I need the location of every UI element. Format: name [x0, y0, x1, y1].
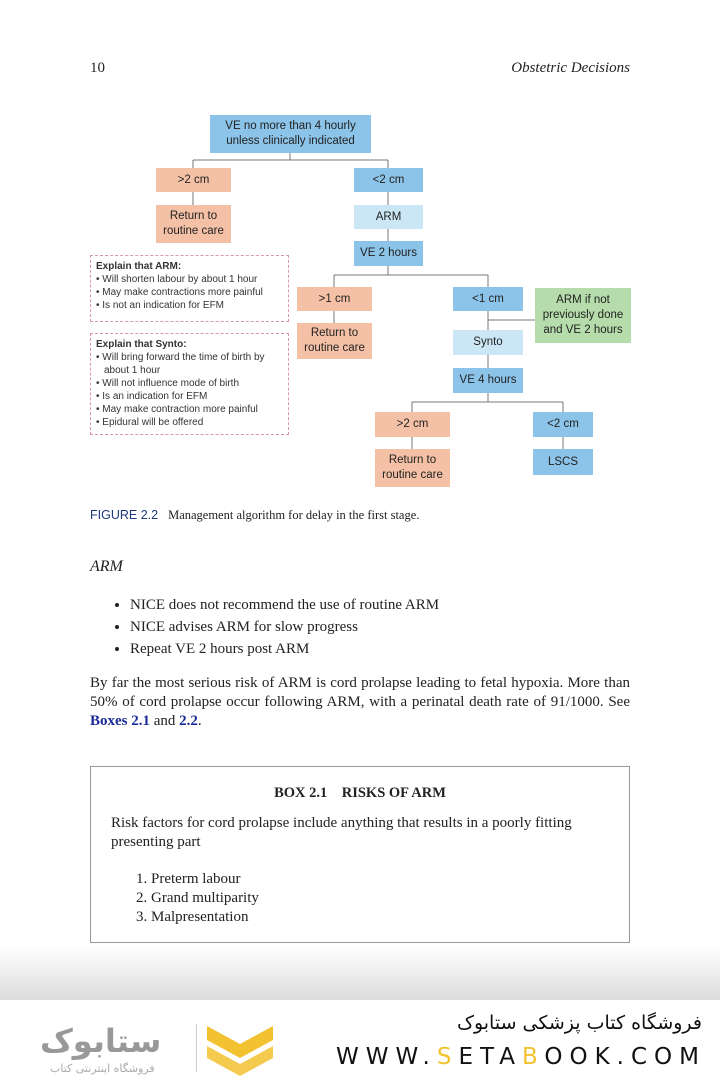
- note-item: • Is not an indication for EFM: [96, 300, 225, 311]
- para-text: By far the most serious risk of ARM is cord prolapse leading to fetal hypoxia. More than 50% of cord prolapse occur following ARM, with a perinatal death rate of 91/1000. See: [90, 675, 630, 710]
- para-text: and: [150, 713, 180, 729]
- footer-banner: [0, 1000, 720, 1080]
- node-gt2cm: >2 cm: [375, 412, 450, 437]
- logo-subtitle: فروشگاه اینترنتی کتاب: [50, 1062, 155, 1075]
- note-title: Explain that Synto:: [96, 339, 187, 350]
- note-item: • Will shorten labour by about 1 hour: [96, 274, 258, 285]
- chevron-logo-icon: [205, 1024, 275, 1076]
- list-item: 3. Malpresentation: [151, 908, 629, 927]
- note-title: Explain that ARM:: [96, 261, 182, 272]
- node-ve-4-hours: VE 4 hours: [453, 368, 523, 393]
- section-heading: ARM: [90, 558, 123, 575]
- store-title: فروشگاه کتاب پزشکی ستابوک: [456, 1012, 702, 1034]
- node-arm: ARM: [354, 205, 423, 229]
- node-lt1cm: <1 cm: [453, 287, 523, 311]
- node-lt2cm: <2 cm: [533, 412, 593, 437]
- node-return-routine-care: Return to routine care: [297, 323, 372, 359]
- node-lscs: LSCS: [533, 449, 593, 475]
- figure-caption: [90, 508, 419, 523]
- node-synto: Synto: [453, 330, 523, 355]
- node-ve-2-hours: VE 2 hours: [354, 241, 423, 266]
- box-2-1: [90, 766, 630, 943]
- node-return-routine-care: Return to routine care: [375, 449, 450, 487]
- list-item: 1. Preterm labour: [151, 870, 629, 889]
- note-item: • Epidural will be offered: [96, 417, 204, 428]
- node-lt2cm: <2 cm: [354, 168, 423, 192]
- note-explain-arm: [90, 255, 289, 322]
- list-item: • Repeat VE 2 hours post ARM: [130, 638, 439, 660]
- node-arm-if-not-done: ARM if not previously done and VE 2 hours: [535, 288, 631, 343]
- para-text: .: [197, 713, 202, 729]
- page-shadow: [0, 945, 720, 1000]
- note-item: • Will bring forward the time of birth by about 1 hour: [96, 352, 265, 376]
- note-item: • May make contractions more painful: [96, 287, 263, 298]
- box-description: Risk factors for cord prolapse include anything that results in a poorly fitting presenting part: [111, 815, 572, 850]
- node-gt1cm: >1 cm: [297, 287, 372, 311]
- box-title: BOX 2.1 RISKS OF ARM: [274, 785, 446, 801]
- note-item: • Is an indication for EFM: [96, 391, 208, 402]
- link-box-2-2[interactable]: 2.2: [179, 713, 198, 729]
- list-item: 2. Grand multiparity: [151, 889, 629, 908]
- body-paragraph: [90, 674, 630, 731]
- list-item: • NICE advises ARM for slow progress: [130, 616, 439, 638]
- page-number: 10: [90, 60, 105, 76]
- divider: [196, 1024, 197, 1072]
- caption-text: Management algorithm for delay in the first stage.: [168, 508, 420, 522]
- node-start: VE no more than 4 hourly unless clinically indicated: [210, 115, 371, 153]
- node-return-routine-care: Return to routine care: [156, 205, 231, 243]
- bullet-list: [100, 594, 439, 660]
- note-item: • Will not influence mode of birth: [96, 378, 240, 389]
- figure-label: FIGURE 2.2: [90, 508, 159, 522]
- node-gt2cm: >2 cm: [156, 168, 231, 192]
- list-item: • NICE does not recommend the use of routine ARM: [130, 594, 439, 616]
- note-item: • May make contraction more painful: [96, 404, 258, 415]
- note-explain-synto: [90, 333, 289, 435]
- link-box-2-1[interactable]: Boxes 2.1: [90, 713, 150, 729]
- store-url[interactable]: WWW.SETABOOK.COM: [335, 1044, 706, 1070]
- logo-wordmark: ستابوک: [40, 1022, 162, 1060]
- running-title: Obstetric Decisions: [511, 60, 630, 76]
